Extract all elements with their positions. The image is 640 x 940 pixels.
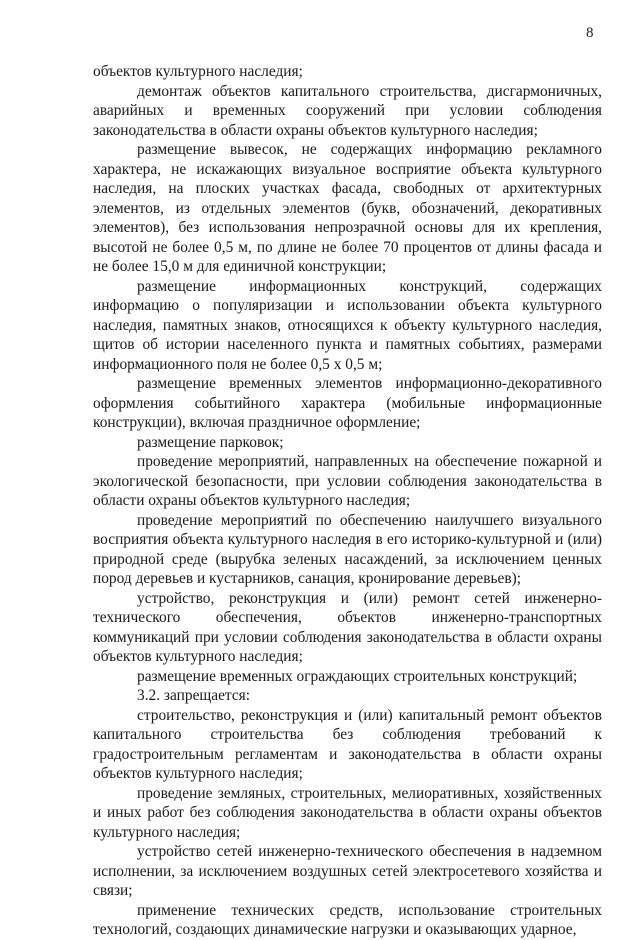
paragraph-temporary-decor: размещение временных элементов информационно-декоративного оформления событийного характера (мобильные информационные конструкции), включая праздничное оформление;	[93, 375, 602, 431]
document-body	[93, 62, 602, 940]
paragraph-overhead-networks: устройство сетей инженерно-технического обеспечения в надземном исполнении, за исключением воздушных сетей электросетевого хозяйства и связи;	[93, 843, 602, 899]
paragraph-info-structures: размещение информационных конструкций, содержащих информацию о популяризации и использовании объекта культурного наследия, памятных знаков, относящихся к объекту культурного наследия, щитов об истории населенного пункта и памятных событиях, размерами информационного поля не более 0,5 х 0,5 м;	[93, 277, 602, 373]
paragraph-technical-means: применение технических средств, использование строительных технологий, создающих динамические нагрузки и оказывающих ударное,	[93, 901, 602, 938]
paragraph-construction: строительство, реконструкция и (или) капитальный ремонт объектов капитального строительства без соблюдения требований к градостроительным регламентам и законодательства в области охраны объектов культурного наследия;	[93, 706, 602, 782]
paragraph-demolition: демонтаж объектов капитального строительства, дисгармоничных, аварийных и временных сооружений при условии соблюдения законодательства в области охраны объектов культурного наследия;	[93, 82, 602, 139]
paragraph-fire-safety: проведение мероприятий, направленных на обеспечение пожарной и экологической безопасности, при условии соблюдения законодательства в области охраны объектов культурного наследия;	[93, 453, 602, 509]
page-number: 8	[586, 25, 594, 41]
paragraph-temporary-fencing: размещение временных ограждающих строительных конструкций;	[137, 667, 578, 685]
paragraph-continuation: объектов культурного наследия;	[93, 63, 303, 80]
paragraph-engineering-networks: устройство, реконструкция и (или) ремонт сетей инженерно-технического обеспечения, объектов инженерно-транспортных коммуникаций при условии соблюдения законодательства в области охраны объектов культурного наследия;	[93, 589, 602, 665]
paragraph-section-prohibited: 3.2. запрещается:	[137, 687, 251, 704]
paragraph-signage: размещение вывесок, не содержащих информацию рекламного характера, не искажающих визуальное восприятие объекта культурного наследия, на плоских участках фасада, свободных от архитектурных элементов, из отдельных элементов (букв, обозначений, декоративных элементов), без использования непрозрачной основы для их крепления, высотой не более 0,5 м, по длине не более 70 процентов от длины фасада и не более 15,0 м для единичной конструкции;	[93, 141, 602, 275]
paragraph-visual-perception: проведение мероприятий по обеспечению наилучшего визуального восприятия объекта культурного наследия в его историко-культурной и (или) природной среде (вырубка зеленых насаждений, за исключением ценных пород деревьев и кустарников, санация, кронирование деревьев);	[93, 511, 602, 587]
paragraph-parking: размещение парковок;	[137, 433, 284, 451]
paragraph-earthworks: проведение земляных, строительных, мелиоративных, хозяйственных и иных работ без соблюдения законодательства в области охраны объектов культурного наследия;	[93, 784, 602, 841]
